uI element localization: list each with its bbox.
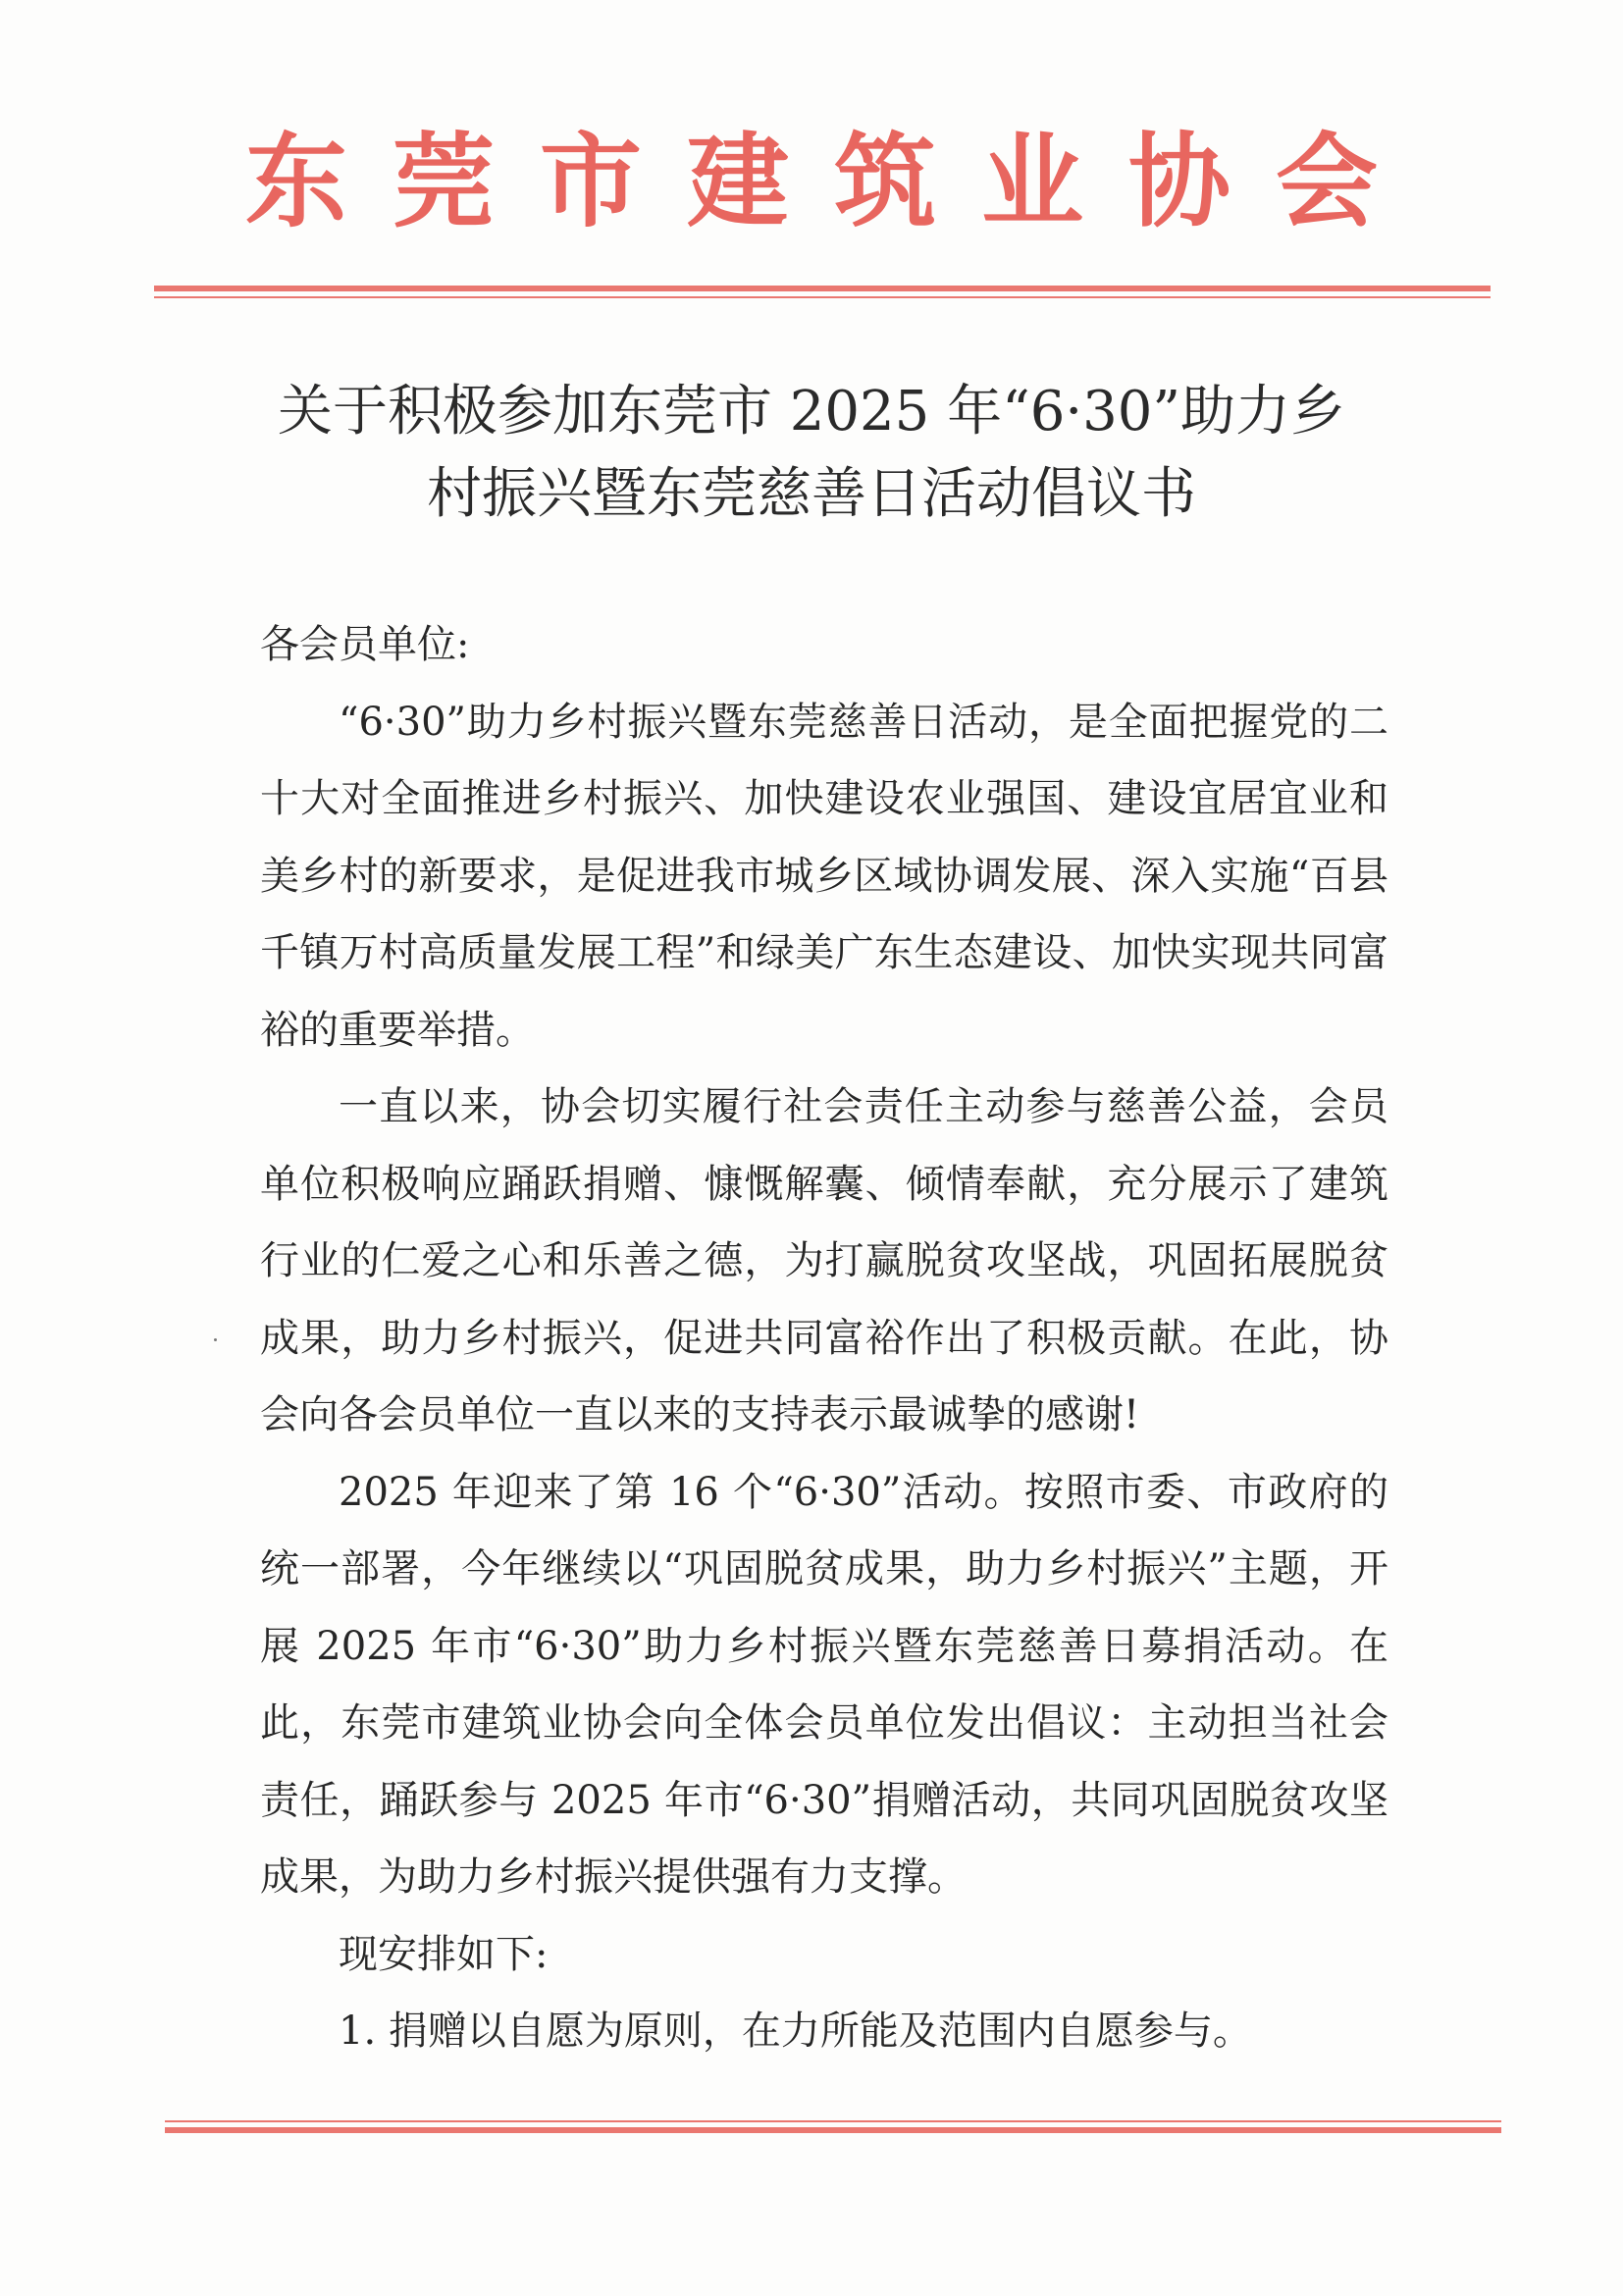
letterhead-org-name: 东莞市建筑业协会	[244, 122, 1423, 241]
rule-thin-line	[165, 2120, 1501, 2122]
document-title	[245, 371, 1378, 536]
paragraph-4: 现安排如下:	[339, 1931, 549, 1977]
paragraph-3: 2025 年迎来了第 16 个“6·30”活动。按照市委、市政府的统一部署，今年继续以“巩固脱贫成果，助力乡村振兴”主题，开展 2025 年市“6·30”助力乡村振兴暨东莞慈善日募捐活动。在此，东莞市建筑业协会向全体会员单位发出倡议：主动担当社会责任，踊跃参与 2025 年市“6·30”捐赠活动，共同巩固脱贫攻坚成果，为助力乡村振兴提供强有力支撑。	[260, 1469, 1388, 1900]
letterhead-top-rule	[154, 286, 1491, 298]
scan-speck	[214, 1338, 217, 1341]
document-body	[260, 606, 1388, 2070]
rule-thick-line	[165, 2127, 1501, 2133]
paragraph-1: “6·30”助力乡村振兴暨东莞慈善日活动，是全面把握党的二十大对全面推进乡村振兴、加快建设农业强国、建设宜居宜业和美乡村的新要求，是促进我市城乡区域协调发展、深入实施“百县千镇万村高质量发展工程”和绿美广东生态建设、加快实现共同富裕的重要举措。	[260, 699, 1388, 1053]
salutation: 各会员单位:	[260, 622, 470, 667]
title-line-1: 关于积极参加东莞市 2025 年“6·30”助力乡	[277, 380, 1346, 444]
paragraph-2: 一直以来，协会切实履行社会责任主动参与慈善公益，会员单位积极响应踊跃捐赠、慷慨解囊、倾情奉献，充分展示了建筑行业的仁爱之心和乐善之德，为打赢脱贫攻坚战，巩固拓展脱贫成果，助力乡村振兴，促进共同富裕作出了积极贡献。在此，协会向各会员单位一直以来的支持表示最诚挚的感谢!	[260, 1084, 1388, 1437]
rule-thick-line	[154, 286, 1491, 291]
title-line-2: 村振兴暨东莞慈善日活动倡议书	[427, 462, 1196, 526]
rule-thin-line	[154, 296, 1491, 298]
footer-rule	[165, 2120, 1501, 2133]
paragraph-5: 1. 捐赠以自愿为原则，在力所能及范围内自愿参与。	[339, 2009, 1252, 2054]
